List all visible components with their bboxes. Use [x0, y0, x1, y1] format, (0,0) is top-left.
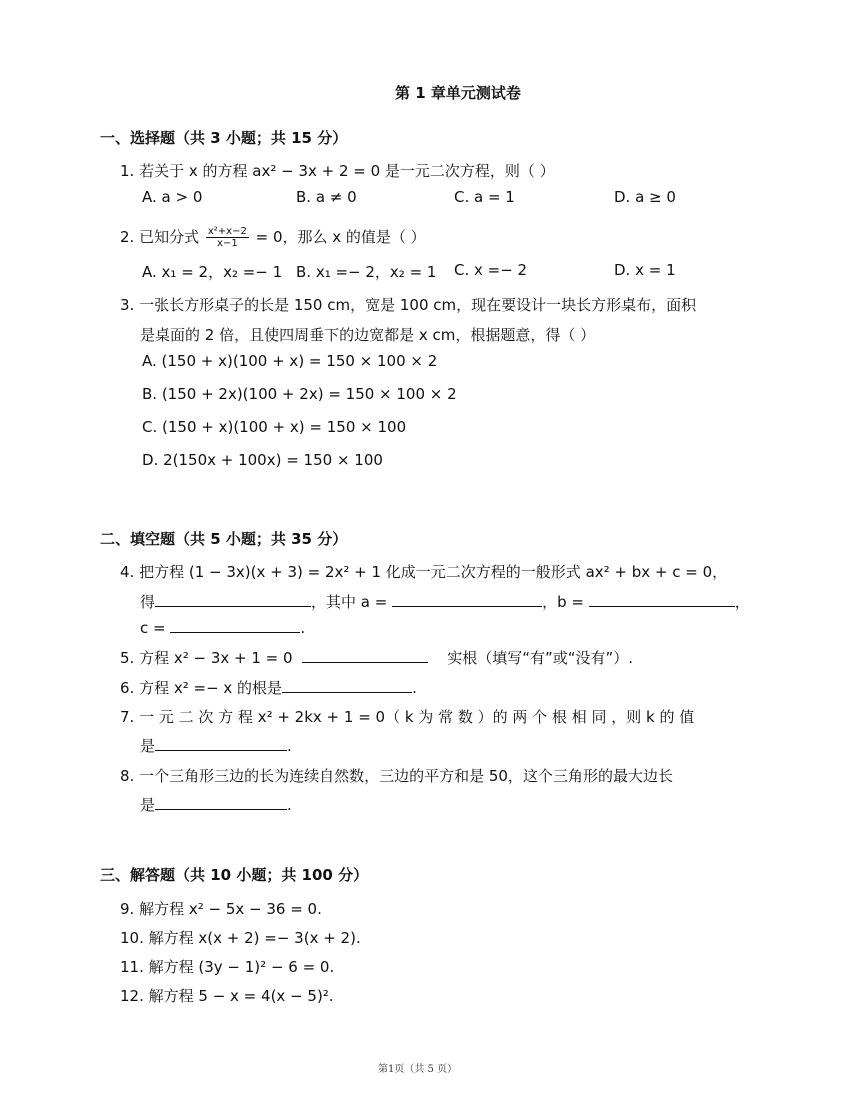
q4-answer-blank[interactable] — [155, 592, 311, 607]
question-4-line-2 — [140, 591, 750, 612]
question-1-stem: 1. 若关于 x 的方程 ax² − 3x + 2 = 0 是一元二次方程，则（ ） — [120, 162, 555, 180]
question-5 — [120, 647, 633, 668]
q2-option-d: D. x = 1 — [614, 261, 676, 279]
question-3-line-1: 3. 一张长方形桌子的长是 150 cm，宽是 100 cm，现在要设计一块长方形桌布，面积 — [120, 296, 697, 314]
question-10: 10. 解方程 x(x + 2) =− 3(x + 2). — [120, 929, 361, 947]
q2-option-b: B. x₁ =− 2，x₂ = 1 — [296, 263, 437, 281]
q1-option-a: A. a > 0 — [142, 188, 203, 206]
question-9: 9. 解方程 x² − 5x − 36 = 0. — [120, 900, 322, 918]
question-8-line-1: 8. 一个三角形三边的长为连续自然数，三边的平方和是 50，这个三角形的最大边长 — [120, 767, 673, 785]
q7-answer-blank[interactable] — [155, 736, 287, 751]
q4-text-b: ，b = — [542, 593, 589, 611]
section-heading-choice: 一、选择题（共 3 小题；共 15 分） — [100, 129, 348, 147]
page-footer: 第1页（共 5 页） — [378, 1064, 458, 1075]
question-4-line-3 — [140, 618, 305, 637]
q2-fraction-denominator: x−1 — [217, 238, 238, 249]
q1-option-d: D. a ≥ 0 — [614, 188, 676, 206]
section-heading-fill: 二、填空题（共 5 小题；共 35 分） — [100, 530, 348, 548]
q5-text-pre: 5. 方程 x² − 3x + 1 = 0 — [120, 649, 293, 667]
question-11: 11. 解方程 (3y − 1)² − 6 = 0. — [120, 958, 335, 976]
q4-c-blank[interactable] — [170, 618, 300, 633]
q3-option-b: B. (150 + 2x)(100 + 2x) = 150 × 100 × 2 — [142, 385, 457, 403]
q7-text-post: . — [287, 737, 292, 755]
q4-a-blank[interactable] — [392, 592, 542, 607]
page-title: 第 1 章单元测试卷 — [395, 84, 521, 102]
q1-option-b: B. a ≠ 0 — [296, 188, 357, 206]
q8-text-post: . — [287, 796, 292, 814]
q3-option-d: D. 2(150x + 100x) = 150 × 100 — [142, 451, 383, 469]
q2-option-c: C. x =− 2 — [454, 261, 528, 279]
q2-fraction — [206, 226, 249, 249]
q2-option-a: A. x₁ = 2，x₂ =− 1 — [142, 263, 283, 281]
q2-stem-post: = 0，那么 x 的值是（ ） — [255, 228, 426, 246]
question-3-line-2: 是桌面的 2 倍，且使四周垂下的边宽都是 x cm，根据题意，得（ ） — [140, 326, 596, 344]
q4-text-comma: ， — [734, 593, 750, 611]
q4-text-a: ，其中 a = — [311, 593, 393, 611]
q1-option-c: C. a = 1 — [454, 188, 515, 206]
q2-fraction-numerator: x²+x−2 — [207, 226, 247, 237]
q4-text-c: c = — [140, 619, 171, 637]
q5-answer-blank[interactable] — [302, 648, 428, 663]
q4-b-blank[interactable] — [589, 592, 735, 607]
q8-text-pre: 是 — [140, 796, 156, 814]
q3-option-a: A. (150 + x)(100 + x) = 150 × 100 × 2 — [142, 352, 438, 370]
q6-text-post: . — [412, 679, 417, 697]
q4-text-de: 得 — [140, 593, 156, 611]
q5-text-post: 实根（填写“有”或“没有”）. — [447, 649, 634, 667]
question-7-line-1: 7. 一 元 二 次 方 程 x² + 2kx + 1 = 0（ k 为 常 数 ）的 两 个 根 相 同 ，则 k 的 值 — [120, 708, 695, 726]
q2-stem-pre: 2. 已知分式 — [120, 228, 200, 246]
question-6 — [120, 677, 417, 698]
question-4-line-1: 4. 把方程 (1 − 3x)(x + 3) = 2x² + 1 化成一元二次方程的一般形式 ax² + bx + c = 0， — [120, 563, 728, 581]
question-2-stem — [120, 226, 426, 249]
section-heading-solve: 三、解答题（共 10 小题；共 100 分） — [100, 866, 369, 884]
q3-option-c: C. (150 + x)(100 + x) = 150 × 100 — [142, 418, 407, 436]
question-7-line-2 — [140, 735, 292, 756]
q6-answer-blank[interactable] — [282, 678, 412, 693]
question-8-line-2 — [140, 794, 292, 815]
question-12: 12. 解方程 5 − x = 4(x − 5)². — [120, 987, 334, 1005]
q7-text-pre: 是 — [140, 737, 156, 755]
q4-text-period: . — [300, 619, 306, 637]
q6-text-pre: 6. 方程 x² =− x 的根是 — [120, 679, 283, 697]
q8-answer-blank[interactable] — [155, 795, 287, 810]
